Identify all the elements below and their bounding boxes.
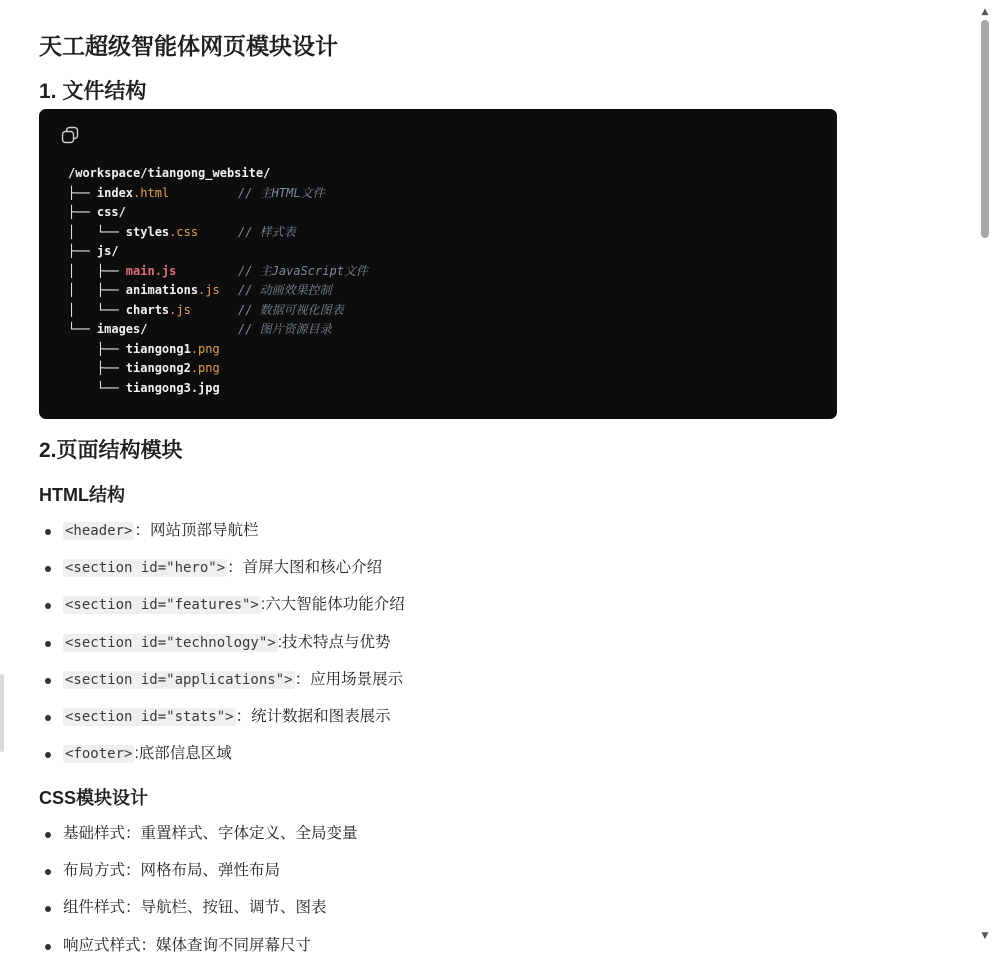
code-line [68,164,270,184]
inline-code: <section id="applications"> [65,671,293,688]
file-name: tiangong1 [125,341,191,356]
list-item-description: 六大智能体功能介绍 [265,596,405,614]
file-name: css/ [96,205,126,219]
inline-code: <section id="stats"> [65,708,234,725]
file-name: styles [125,224,170,239]
code-line [68,203,270,223]
tree-branch: │ ├── [68,283,126,297]
list-separator: ： [294,670,311,688]
panel-resize-handle[interactable] [0,674,4,752]
code-line [68,340,270,360]
list-item [39,630,819,667]
file-name: main.js [125,263,177,278]
list-item: 组件样式：导航栏、按钮、调节、图表 [39,895,819,932]
code-comment: // 动画效果控制 [238,283,332,297]
page-structure-heading: 2.页面结构模块 [39,439,183,462]
list-item [39,667,819,704]
list-separator: ： [235,707,252,725]
tree-branch: │ └── [68,224,126,239]
css-design-list [39,821,819,962]
file-extension: .png [190,361,220,375]
document-content [39,0,839,962]
file-extension: .js [198,283,220,297]
tree-branch: ├── [68,244,97,258]
vertical-scrollbar[interactable] [978,0,992,962]
file-name: index [96,185,134,200]
list-item [39,704,819,741]
code-comment: // 图片资源目录 [238,322,332,336]
file-tree-code [68,164,368,398]
tree-branch: ├── [68,205,97,219]
list-item-description: 应用场景展示 [310,670,404,688]
file-name: animations [125,283,199,297]
code-line [68,359,270,379]
inline-code: <section id="technology"> [65,634,276,651]
list-item [39,592,819,629]
page-title: 天工超级智能体网页模块设计 [39,33,338,59]
inline-code: <section id="hero"> [65,560,226,577]
file-extension: .html [133,185,170,200]
code-path: /workspace/tiangong_website/ [68,166,271,180]
list-item-description: 网站顶部导航栏 [149,522,259,539]
file-name: images/ [96,322,148,336]
inline-code: <header> [65,523,133,539]
code-line [68,242,270,262]
scrollbar-thumb[interactable] [981,20,989,238]
code-line [68,281,332,301]
list-item [39,555,819,592]
file-name: charts [125,302,170,317]
tree-branch: ├── [68,361,126,375]
list-separator: ： [134,522,150,539]
list-item-description: 首屏大图和核心介绍 [242,559,383,577]
list-separator: : [277,633,283,651]
tree-branch: │ └── [68,302,126,317]
tree-branch: ├── [68,185,97,200]
code-line [68,379,270,399]
chevron-down-icon[interactable]: ▼ [981,931,989,941]
file-extension: .css [169,224,199,239]
file-structure-heading: 1. 文件结构 [39,80,147,103]
list-item [39,518,819,555]
file-name: tiangong2 [125,361,191,375]
tree-branch: │ ├── [68,263,126,278]
list-separator: : [260,596,266,614]
tree-branch: └── [68,322,97,336]
code-line [68,184,325,204]
code-comment: // 样式表 [238,224,296,239]
list-item [39,741,819,778]
file-extension: .js [169,302,191,317]
file-tree-code-block [39,109,837,419]
code-line [68,320,332,340]
code-comment: // 主HTML文件 [238,185,325,200]
file-name: tiangong3.jpg [125,380,220,395]
list-item-description: 技术特点与优势 [282,633,391,651]
list-item: 基础样式：重置样式、字体定义、全局变量 [39,821,819,858]
list-item-description: 底部信息区域 [138,745,232,763]
list-separator: ： [227,559,243,577]
code-line [68,301,344,321]
file-name: js/ [96,244,119,258]
code-comment: // 主JavaScript文件 [238,263,368,278]
copy-icon[interactable] [61,126,79,144]
html-structure-heading: HTML结构 [39,485,125,505]
code-comment: // 数据可视化图表 [238,302,344,317]
code-line [68,262,368,282]
file-extension: .png [190,341,220,356]
inline-code: <section id="features"> [65,597,259,614]
code-line [68,223,296,243]
list-item: 响应式样式：媒体查询不同屏幕尺寸 [39,933,819,962]
tree-branch: ├── [68,341,126,356]
list-item-description: 统计数据和图表展示 [251,707,391,725]
html-structure-list [39,518,819,778]
css-design-heading: CSS模块设计 [39,788,149,808]
tree-branch: └── [68,380,126,395]
list-separator: : [134,745,139,763]
inline-code: <footer> [65,746,133,763]
list-item: 布局方式：网格布局、弹性布局 [39,858,819,895]
left-panel-edge [0,0,8,962]
chevron-up-icon[interactable]: ▲ [981,7,989,17]
